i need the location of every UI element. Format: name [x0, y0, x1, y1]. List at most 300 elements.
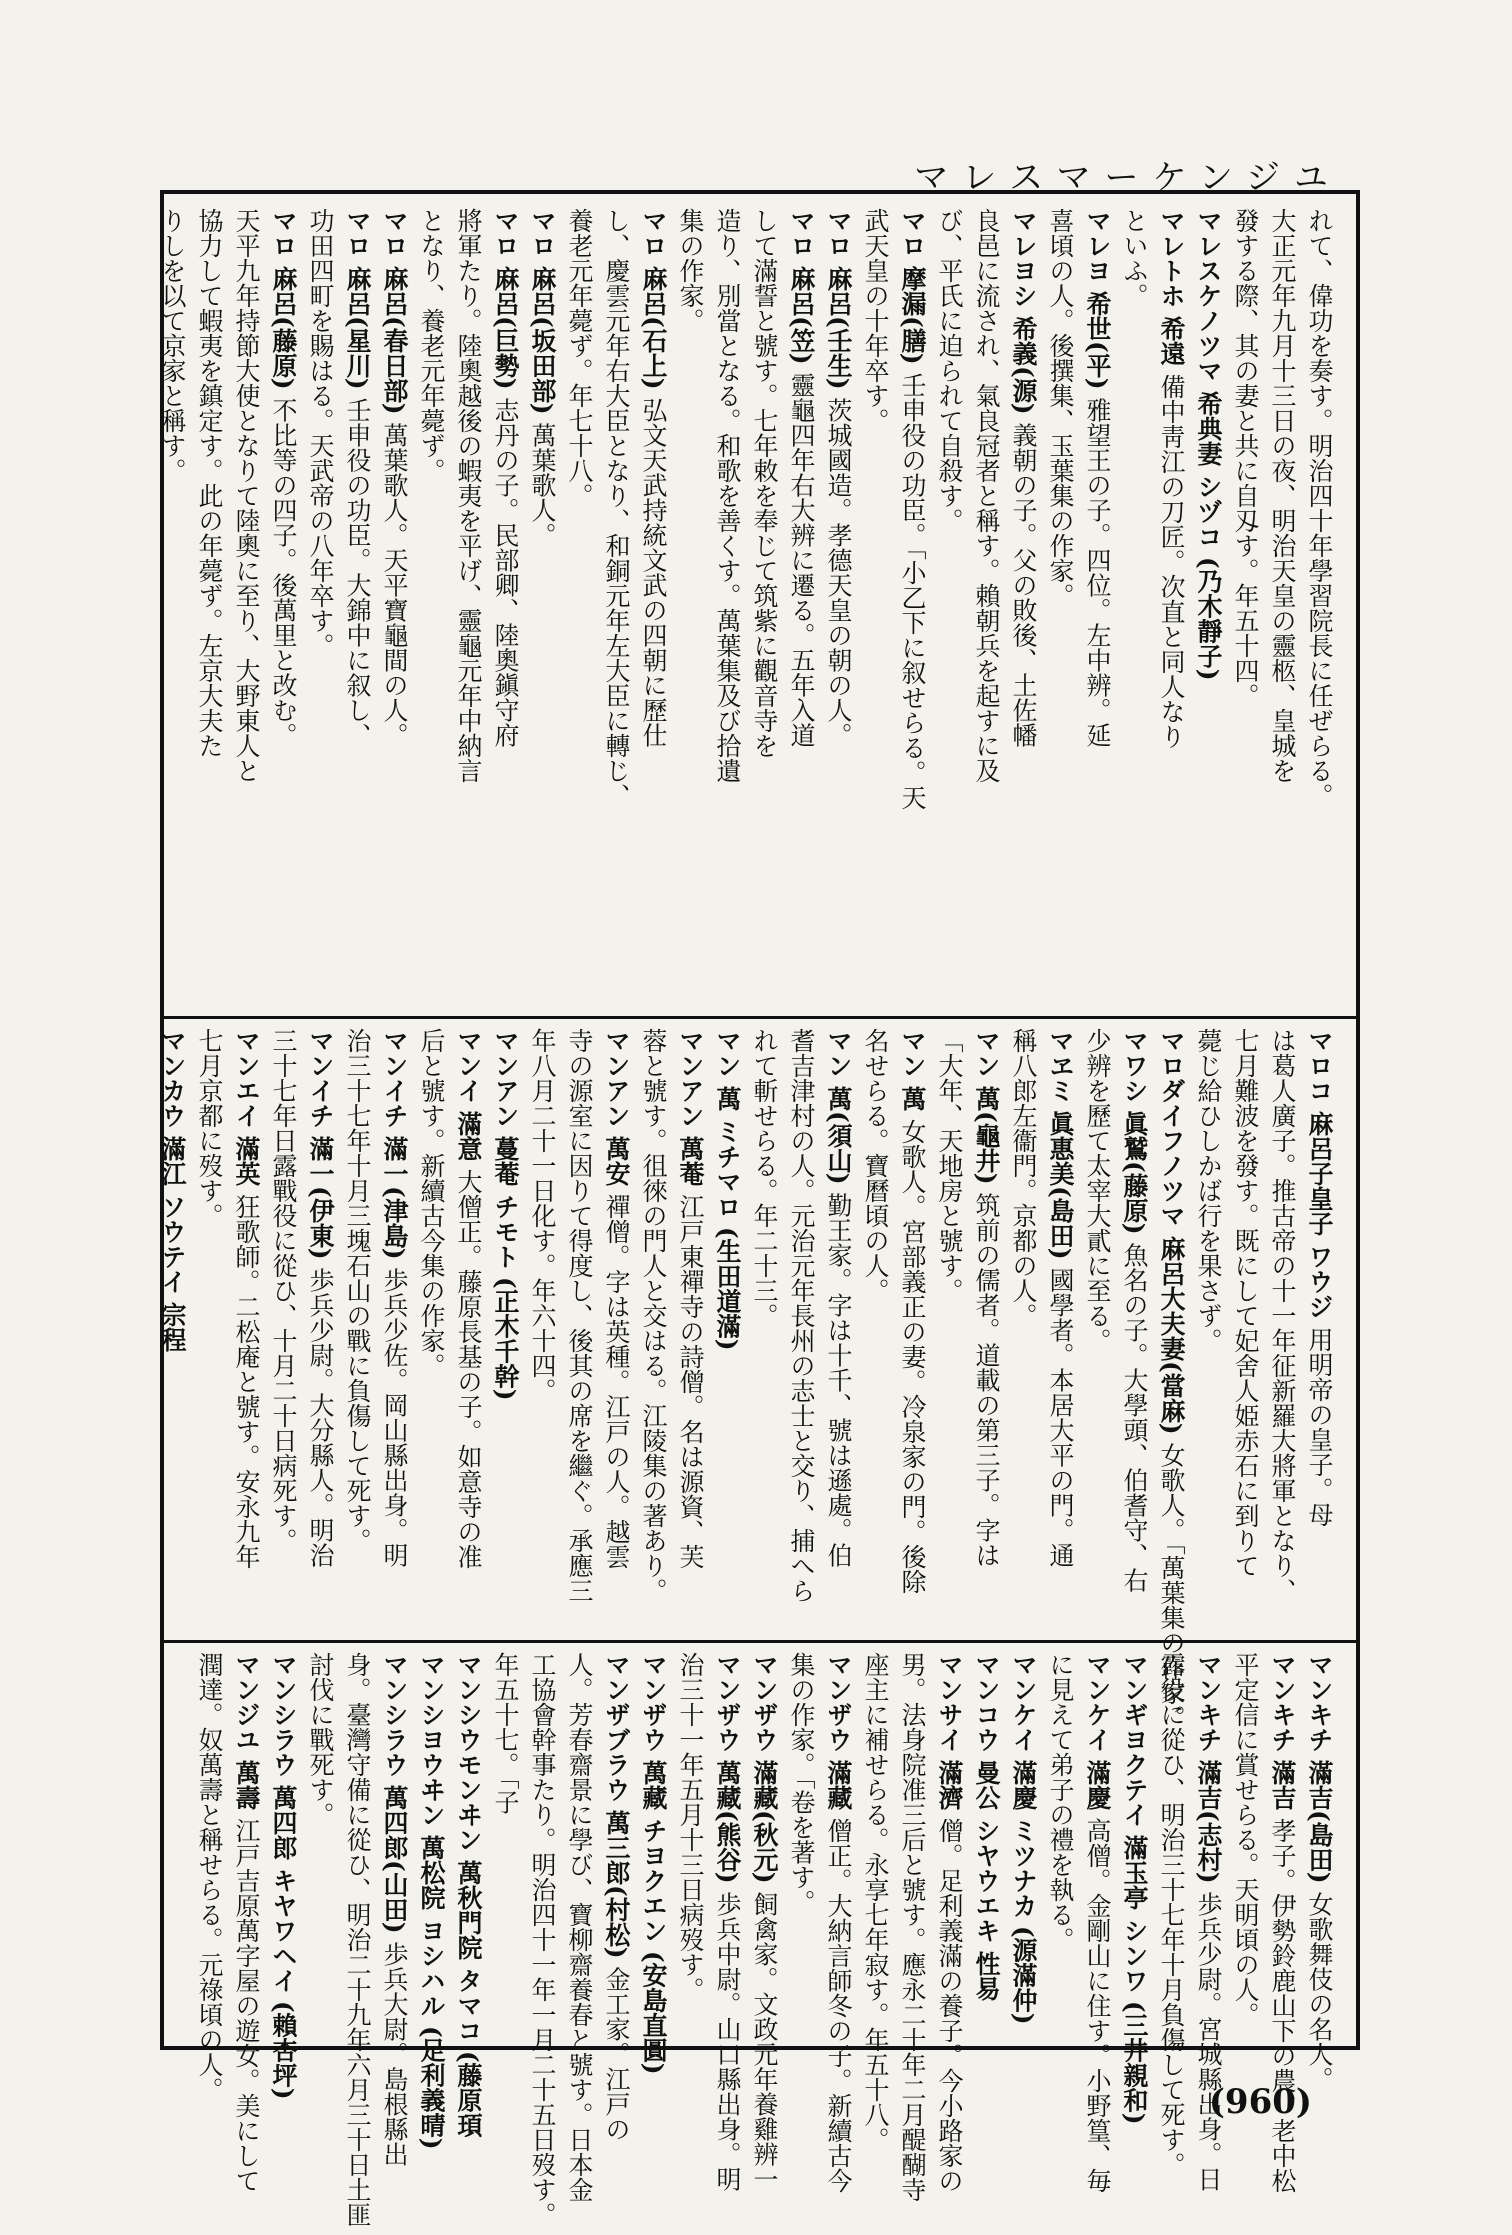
entry-text: 露役に從ひ、明治三十七年十月負傷して死す。 [1157, 1652, 1186, 2177]
dictionary-section-top [158, 208, 1338, 998]
entry-text: 江戸吉原萬字屋の遊女。美にして [232, 1817, 261, 2193]
entry-line [820, 1028, 857, 1628]
entry-reading: マンアン [676, 1028, 705, 1128]
entry-text: りしを以て京家と稱す。 [158, 208, 187, 483]
entry-reading: マンギヨクテイ [1120, 1652, 1149, 1827]
entry-reading: マン [713, 1028, 742, 1078]
entry-line [524, 1028, 561, 1628]
entry-line [191, 208, 228, 998]
entry-text: 七月京都に歿す。 [195, 1028, 224, 1228]
entry-line [191, 1652, 228, 2102]
entry-headword: 眞惠美(島田) [1046, 1110, 1075, 1260]
entry-line [709, 208, 746, 998]
entry-reading: マンコウ [972, 1652, 1001, 1752]
entry-text: れて斬せらる。年二十三。 [750, 1028, 779, 1328]
entry-line [635, 1028, 672, 1628]
entry-line [561, 1028, 598, 1628]
entry-text: 筑前の儒者。道載の第三子。字は [972, 1192, 1001, 1568]
entry-line [1005, 1028, 1042, 1628]
entry-text: に見えて弟子の禮を執る。 [1046, 1652, 1075, 1952]
entry-line [746, 208, 783, 998]
section-divider [164, 1640, 1356, 1643]
entry-line [191, 1028, 228, 1628]
entry-text: 備中靑江の刀匠。次直と同人なり [1157, 373, 1186, 749]
entry-headword: 滿吉(志村) [1194, 1759, 1223, 1884]
entry-headword: 萬四郎(山田) [380, 1784, 409, 1934]
entry-text: 平定信に賞せらる。天明頃の人。 [1231, 1652, 1260, 2027]
entry-reading: マンシラウ [380, 1652, 409, 1777]
entry-reading: マレスケノツマ [1194, 208, 1223, 383]
entry-line [1301, 1652, 1338, 2092]
entry-line [931, 1652, 968, 2193]
entry-line [635, 1652, 672, 2075]
entry-headword: 滿濟 [935, 1759, 964, 1810]
entry-line [1227, 1028, 1264, 1628]
entry-headword: 摩漏(膳) [898, 265, 927, 365]
entry-text: 人。芳春齋景に學び、寶柳齋養春と號す。日本金 [565, 1652, 594, 2202]
entry-reading: マロ [269, 208, 298, 258]
entry-reading: マンザウ [824, 1652, 853, 1752]
entry-reading: シンワ [1120, 1917, 1149, 1993]
entry-reading: ワウジ [1305, 1243, 1334, 1319]
entry-line [672, 1652, 709, 2037]
entry-headword: 萬藏(熊谷) [713, 1759, 742, 1884]
entry-text: 座主に補せらる。永享七年寂す。年五十八。 [861, 1652, 890, 2152]
entry-headword: 萬松院 [417, 1834, 446, 1910]
entry-reading: マン [898, 1028, 927, 1078]
entry-line [894, 208, 931, 998]
entry-line [1116, 208, 1153, 998]
entry-headword: 萬三郎(村松) [602, 1809, 631, 1959]
entry-text: となり、養老元年薨ず。 [417, 208, 446, 483]
entry-headword: 滿藏 [824, 1759, 853, 1810]
entry-line [857, 1652, 894, 2152]
entry-line [598, 1028, 635, 1628]
entry-line [820, 208, 857, 998]
entry-line [1227, 208, 1264, 998]
entry-text: 潤達。奴萬壽と稱せらる。元祿頃の人。 [195, 1652, 224, 2102]
entry-headword: 希義(源) [1009, 315, 1038, 415]
entry-text: 治三十七年十月三塊石山の戰に負傷して死す。 [343, 1028, 372, 1553]
entry-headword: 萬藏 [639, 1759, 668, 1810]
entry-line [1301, 208, 1338, 998]
entry-reading: マロ [380, 208, 409, 258]
entry-headword: 萬(須山) [824, 1085, 853, 1185]
entry-headword: (三井親和) [1120, 2000, 1149, 2125]
entry-text: 大正元年九月十三日の夜、明治天皇の靈柩、皇城を [1268, 208, 1297, 783]
entry-line [302, 1652, 339, 2037]
entry-text: 僧正。大納言師冬の子。新續古今 [824, 1817, 853, 2193]
entry-line [154, 1028, 191, 1628]
entry-text: 靈龜四年右大辨に遷る。五年入道 [787, 372, 816, 748]
entry-line [894, 1028, 931, 1628]
entry-line [672, 208, 709, 998]
entry-line [783, 1652, 820, 2037]
entry-reading: マロ [528, 208, 557, 258]
entry-line [524, 208, 561, 998]
entry-text: 武天皇の十年卒す。 [861, 208, 890, 433]
entry-reading: マンザウ [750, 1652, 779, 1752]
entry-headword: 麻呂(春日部) [380, 265, 409, 415]
entry-line [635, 208, 672, 998]
entry-reading: マンケイ [1083, 1652, 1112, 1752]
entry-line [1190, 208, 1227, 998]
entry-headword: (賴杏坪) [269, 2000, 298, 2100]
entry-text: 歩兵少尉。宮城縣出身。日 [1194, 1891, 1223, 2192]
entry-reading: マンジユ [232, 1652, 261, 1752]
entry-text: して滿誓と號す。七年敕を奉じて筑紫に觀音寺を [750, 208, 779, 758]
entry-headword: 希典妻 [1194, 390, 1223, 466]
entry-line [1042, 1028, 1079, 1628]
entry-line [302, 1028, 339, 1628]
entry-line [968, 1652, 1005, 2037]
entry-line [1190, 1652, 1227, 2192]
entry-text: 志丹の子。民部卿、陸奧鎭守府 [491, 397, 520, 748]
entry-text: び、平氏に迫られて自殺す。 [935, 208, 964, 533]
entry-headword: 萬 [898, 1085, 927, 1111]
entry-text: 寺の源室に因りて得度し、後其の席を繼ぐ。承應三 [565, 1028, 594, 1603]
entry-reading: ミチマロ [713, 1118, 742, 1219]
entry-text: 歩兵大尉。島根縣出 [380, 1941, 409, 2167]
entry-line [561, 208, 598, 998]
entry-headword: 滿玉亭 [1120, 1834, 1149, 1910]
entry-headword: (正木千幹) [491, 1276, 520, 1401]
entry-text: 女歌人。「萬葉集の作家。 [1157, 1442, 1186, 1731]
section-divider [164, 1016, 1356, 1019]
entry-headword: 眞鷲(藤原) [1120, 1110, 1149, 1235]
entry-line [894, 1652, 931, 2202]
entry-text: 男。法身院准三后と號す。應永二十年二月醍醐寺 [898, 1652, 927, 2202]
entry-reading: ソウテイ [158, 1193, 187, 1294]
entry-headword: 萬四郎 [269, 1784, 298, 1860]
column-body [158, 208, 1338, 998]
entry-reading: マレヨ [1083, 208, 1112, 283]
entry-text: 耆吉津村の人。元治元年長州の志士と交り、捕へら [787, 1028, 816, 1603]
entry-headword: 麻呂(石上) [639, 265, 668, 390]
entry-headword: (足利義晴) [417, 2025, 446, 2150]
entry-reading: マンシヨウヰン [417, 1652, 446, 1827]
entry-line [931, 208, 968, 998]
entry-reading: マンイチ [306, 1028, 335, 1128]
entry-line [1079, 1028, 1116, 1628]
entry-text: 飼禽家。文政元年養雞辨一 [750, 1891, 779, 2192]
entry-headword: 麻呂(壬生) [824, 265, 853, 390]
entry-headword: 希世(平) [1083, 290, 1112, 390]
entry-text: 魚名の子。大學頭、伯耆守、右 [1120, 1242, 1149, 1593]
entry-text: 三十七年日露戰役に從ひ、十月二十日病死す。 [269, 1028, 298, 1553]
entry-reading: マンカウ [158, 1028, 187, 1128]
entry-line [1264, 1028, 1301, 1628]
entry-line [487, 208, 524, 998]
entry-reading: キヤワヘイ [269, 1867, 298, 1993]
entry-headword: 滿一(伊東) [306, 1135, 335, 1260]
entry-reading: マンエイ [232, 1028, 261, 1128]
entry-reading: マレトホ [1157, 208, 1186, 308]
entry-text: 江戸東禪寺の詩僧。名は源資、芙 [676, 1193, 705, 1569]
entry-text: 勤王家。字は十千、號は遜處。伯 [824, 1192, 853, 1568]
entry-line [228, 208, 265, 998]
entry-text: 萬葉歌人。 [528, 422, 557, 548]
entry-text: といふ。 [1120, 208, 1149, 308]
entry-line [450, 208, 487, 998]
entry-reading: タマコ [454, 1967, 483, 2043]
entry-line [968, 1028, 1005, 1628]
entry-line [265, 1028, 302, 1628]
entry-line [450, 1652, 487, 2138]
entry-line [709, 1652, 746, 2192]
entry-line [598, 1652, 635, 2142]
entry-text: は葛人廣子。推古帝の十一年征新羅大將軍となり、 [1268, 1028, 1297, 1603]
entry-reading: マン [824, 1028, 853, 1078]
entry-text: 壬申役の功臣。大錦中に叙し、 [343, 397, 372, 748]
entry-reading: マン [972, 1028, 1001, 1078]
entry-line [857, 208, 894, 998]
entry-line [1153, 208, 1190, 998]
entry-line [265, 1652, 302, 2100]
entry-reading: マロコ [1305, 1028, 1334, 1103]
entry-headword: 滿一(津島) [380, 1135, 409, 1260]
entry-reading: ミツナカ [1009, 1817, 1038, 1918]
entry-text: 不比等の四子。後萬里と改む。 [269, 397, 298, 748]
entry-text: 萬葉歌人。天平寶龜間の人。 [380, 422, 409, 748]
entry-text: 后と號す。新續古今集の作家。 [417, 1028, 446, 1378]
entry-text: 養老元年薨ず。年七十八。 [565, 208, 594, 508]
entry-reading: マロ [639, 208, 668, 258]
entry-line [450, 1028, 487, 1628]
entry-headword: (生田道滿) [713, 1226, 742, 1351]
entry-headword: 滿慶 [1083, 1759, 1112, 1810]
entry-reading: マンケイ [1009, 1652, 1038, 1752]
entry-headword: 萬秋門院 [454, 1859, 483, 1960]
entry-line [1190, 1028, 1227, 1628]
entry-headword: 宗程 [158, 1301, 187, 1352]
entry-line [746, 1652, 783, 2192]
entry-line [487, 1652, 524, 2037]
entry-text: 薨じ給ひしかば行を果さず。 [1194, 1028, 1223, 1353]
entry-text: 大僧正。藤原長基の子。如意寺の准 [454, 1168, 483, 1569]
entry-reading: マロ [787, 208, 816, 258]
entry-line [1116, 1028, 1153, 1628]
entry-line [1005, 208, 1042, 998]
entry-headword: (源滿仲) [1009, 1925, 1038, 2025]
entry-headword: 麻呂(藤原) [269, 265, 298, 390]
entry-text: 「大年、天地房と號す。 [935, 1028, 964, 1303]
entry-reading: マンキチ [1268, 1652, 1297, 1752]
entry-reading: マンイ [454, 1028, 483, 1103]
entry-text: 集の作家。 [676, 208, 705, 333]
entry-reading: マンザウ [639, 1652, 668, 1752]
entry-line [487, 1028, 524, 1628]
entry-headword: 麻呂(笠) [787, 265, 816, 365]
entry-text: 歩兵中尉。山口縣出身。明 [713, 1891, 742, 2192]
entry-line [672, 1028, 709, 1628]
entry-text: 協力して蝦夷を鎮定す。此の年薨ず。左京大夫た [195, 208, 224, 758]
entry-headword: (乃木靜子) [1194, 556, 1223, 681]
entry-line [598, 208, 635, 998]
entry-reading: マンイチ [380, 1028, 409, 1128]
entry-line [1301, 1028, 1338, 1628]
entry-reading: マレヨシ [1009, 208, 1038, 308]
entry-text: 壬申役の功臣。「小乙下に叙せらる。天 [898, 372, 927, 811]
entry-line [265, 208, 302, 998]
entry-text: し、慶雲元年右大臣となり、和銅元年左大臣に轉じ、 [602, 208, 631, 808]
entry-headword: 蔓菴 [491, 1135, 520, 1186]
entry-headword: 萬菴 [676, 1135, 705, 1186]
entry-reading: マンザブラウ [602, 1652, 631, 1802]
entry-headword: 滿吉 [1268, 1759, 1297, 1810]
entry-reading: マンサイ [935, 1652, 964, 1752]
entry-line [1042, 1652, 1079, 2037]
entry-reading: マロ [824, 208, 853, 258]
entry-text: 歩兵少尉。大分縣人。明治 [306, 1267, 335, 1568]
entry-text: 歩兵少佐。岡山縣出身。明 [380, 1267, 409, 1568]
entry-text: 天平九年持節大使となりて陸奧に至り、大野東人と [232, 208, 261, 783]
entry-headword: 滿江 [158, 1135, 187, 1186]
entry-line [376, 208, 413, 998]
entry-reading: マロ [491, 208, 520, 258]
entry-reading: マンザウ [713, 1652, 742, 1752]
entry-text: 蓉と號す。徂徠の門人と交はる。江陵集の著あり。 [639, 1028, 668, 1603]
entry-reading: チモト [491, 1193, 520, 1269]
entry-headword: 滿藏(秋元) [750, 1759, 779, 1884]
entry-text: 年八月二十一日化す。年六十四。 [528, 1028, 557, 1403]
entry-headword: 萬壽 [232, 1759, 261, 1810]
entry-text: 討伐に戰死す。 [306, 1652, 335, 1827]
page-number: (960) [1208, 2082, 1312, 2122]
entry-text: 僧。足利義滿の養子。今小路家の [935, 1817, 964, 2193]
entry-line [339, 208, 376, 998]
entry-line [228, 1028, 265, 1628]
entry-line [561, 1652, 598, 2202]
entry-line [413, 1652, 450, 2150]
entry-text: 喜頃の人。後撰集、玉葉集の作家。 [1046, 208, 1075, 608]
entry-headword: 萬 [713, 1085, 742, 1111]
entry-headword: 曼公 [972, 1759, 1001, 1810]
entry-line [1116, 1652, 1153, 2125]
entry-line [931, 1028, 968, 1628]
entry-reading: マロダイフノツマ [1157, 1028, 1186, 1228]
entry-headword: 滿意 [454, 1110, 483, 1161]
entry-text: 功田四町を賜はる。天武帝の八年卒す。 [306, 208, 335, 658]
entry-text: 女歌人。宮部義正の妻。冷泉家の門。後除 [898, 1118, 927, 1594]
entry-line [228, 1652, 265, 2193]
entry-text: 將軍たり。陸奧越後の蝦夷を平げ、靈龜元年中納言 [454, 208, 483, 783]
entry-reading: マンアン [602, 1028, 631, 1128]
entry-reading: シヅコ [1194, 473, 1223, 549]
entry-reading: マロ [898, 208, 927, 258]
entry-reading: マワシ [1120, 1028, 1149, 1103]
entry-text: 身。臺灣守備に從ひ、明治二十九年六月三十日土匪 [343, 1652, 372, 2227]
entry-line [783, 208, 820, 998]
entry-text: 弘文天武持統文武の四朝に歷仕 [639, 397, 668, 748]
entry-line [820, 1652, 857, 2193]
entry-headword: 麻呂(巨勢) [491, 265, 520, 390]
entry-text: 義朝の子。父の敗後、土佐幡 [1009, 422, 1038, 748]
entry-line [413, 1028, 450, 1628]
entry-headword: 滿英 [232, 1135, 261, 1186]
entry-headword: 麻呂(坂田部) [528, 265, 557, 415]
entry-headword: 性易 [972, 1950, 1001, 2001]
entry-line [1079, 1652, 1116, 2193]
entry-headword: 滿吉(島田) [1305, 1759, 1334, 1884]
entry-headword: 萬(龜井) [972, 1085, 1001, 1185]
entry-text: 稱八郎左衞門。京都の人。 [1009, 1028, 1038, 1328]
entry-line [746, 1028, 783, 1628]
entry-reading: マヱミ [1046, 1028, 1075, 1103]
entry-line [302, 208, 339, 998]
entry-line [1264, 208, 1301, 998]
entry-text: 七月難波を發す。既にして妃舍人姫赤石に到りて [1231, 1028, 1260, 1578]
entry-line [339, 1028, 376, 1628]
entry-line [1227, 1652, 1264, 2037]
entry-text: 少辨を歷て太宰大貳に至る。 [1083, 1028, 1112, 1353]
entry-text: 發する際、其の妻と共に自刄す。年五十四。 [1231, 208, 1260, 708]
entry-text: 狂歌師。二松庵と號す。安永九年 [232, 1193, 261, 1569]
entry-headword: 希遠 [1157, 315, 1186, 366]
entry-text: れて、偉功を奏す。明治四十年學習院長に任ぜらる。 [1305, 208, 1334, 808]
entry-reading: マンキチ [1305, 1652, 1334, 1752]
entry-line [1264, 1652, 1301, 2193]
entry-reading: ヨシハル [417, 1917, 446, 2018]
entry-line [524, 1652, 561, 2227]
entry-text: 高僧。金剛山に住す。小野篁、毎 [1083, 1817, 1112, 2193]
entry-text: 集の作家。「卷を著す。 [787, 1652, 816, 1915]
entry-line [1005, 1652, 1042, 2037]
entry-line [154, 208, 191, 998]
running-header: マレスマーケンジユ [914, 158, 1342, 198]
entry-headword: 滿慶 [1009, 1759, 1038, 1810]
entry-headword: 萬安 [602, 1135, 631, 1186]
entry-text: 年五十七。「子 [491, 1652, 520, 1815]
entry-text: 國學者。本居大平の門。通 [1046, 1267, 1075, 1568]
entry-line [857, 1028, 894, 1628]
entry-line [413, 208, 450, 998]
entry-line [1153, 1028, 1190, 1731]
entry-reading: マンシラウ [269, 1652, 298, 1777]
entry-text: 茨城國造。孝德天皇の朝の人。 [824, 397, 853, 748]
entry-headword: 麻呂子皇子 [1305, 1110, 1334, 1236]
entry-text: 工協會幹事たり。明治四十一年一月二十五日歿す。 [528, 1652, 557, 2227]
entry-text: 良邑に流され、氣良冠者と稱す。賴朝兵を起すに及 [972, 208, 1001, 783]
entry-headword: 麻呂大夫妻(當麻) [1157, 1235, 1186, 1435]
entry-text: 名せらる。寶曆頃の人。 [861, 1028, 890, 1303]
entry-text: 禪僧。字は英種。江戸の人。越雲 [602, 1193, 631, 1569]
entry-text: 女歌舞伎の名人。 [1305, 1891, 1334, 2092]
entry-headword: (藤原頊 [454, 2050, 483, 2138]
entry-line [709, 1028, 746, 1628]
entry-reading: マロ [343, 208, 372, 258]
entry-line [376, 1028, 413, 1628]
entry-line [1153, 1652, 1190, 2177]
entry-text: 用明帝の皇子。母 [1305, 1326, 1334, 1527]
entry-reading: シヤウエキ [972, 1817, 1001, 1943]
entry-reading: マンシウモンヰン [454, 1652, 483, 1852]
entry-reading: マンキチ [1194, 1652, 1223, 1752]
entry-line [1079, 208, 1116, 998]
entry-text: 雅望王の子。四位。左中辨。延 [1083, 397, 1112, 748]
entry-reading: チヨクエン [639, 1817, 668, 1943]
entry-text: 治三十一年五月十三日病歿す。 [676, 1652, 705, 2002]
entry-reading: マンアン [491, 1028, 520, 1128]
entry-line [1042, 208, 1079, 998]
entry-line [376, 1652, 413, 2167]
entry-headword: 麻呂(星川) [343, 265, 372, 390]
entry-line [339, 1652, 376, 2227]
entry-line [968, 208, 1005, 998]
entry-text: 孝子。伊勢鈴鹿山下の農。老中松 [1268, 1817, 1297, 2193]
entry-text: 金工家。江戸の [602, 1966, 631, 2142]
entry-text: 造り、別當となる。和歌を善くす。萬葉集及び拾遺 [713, 208, 742, 783]
